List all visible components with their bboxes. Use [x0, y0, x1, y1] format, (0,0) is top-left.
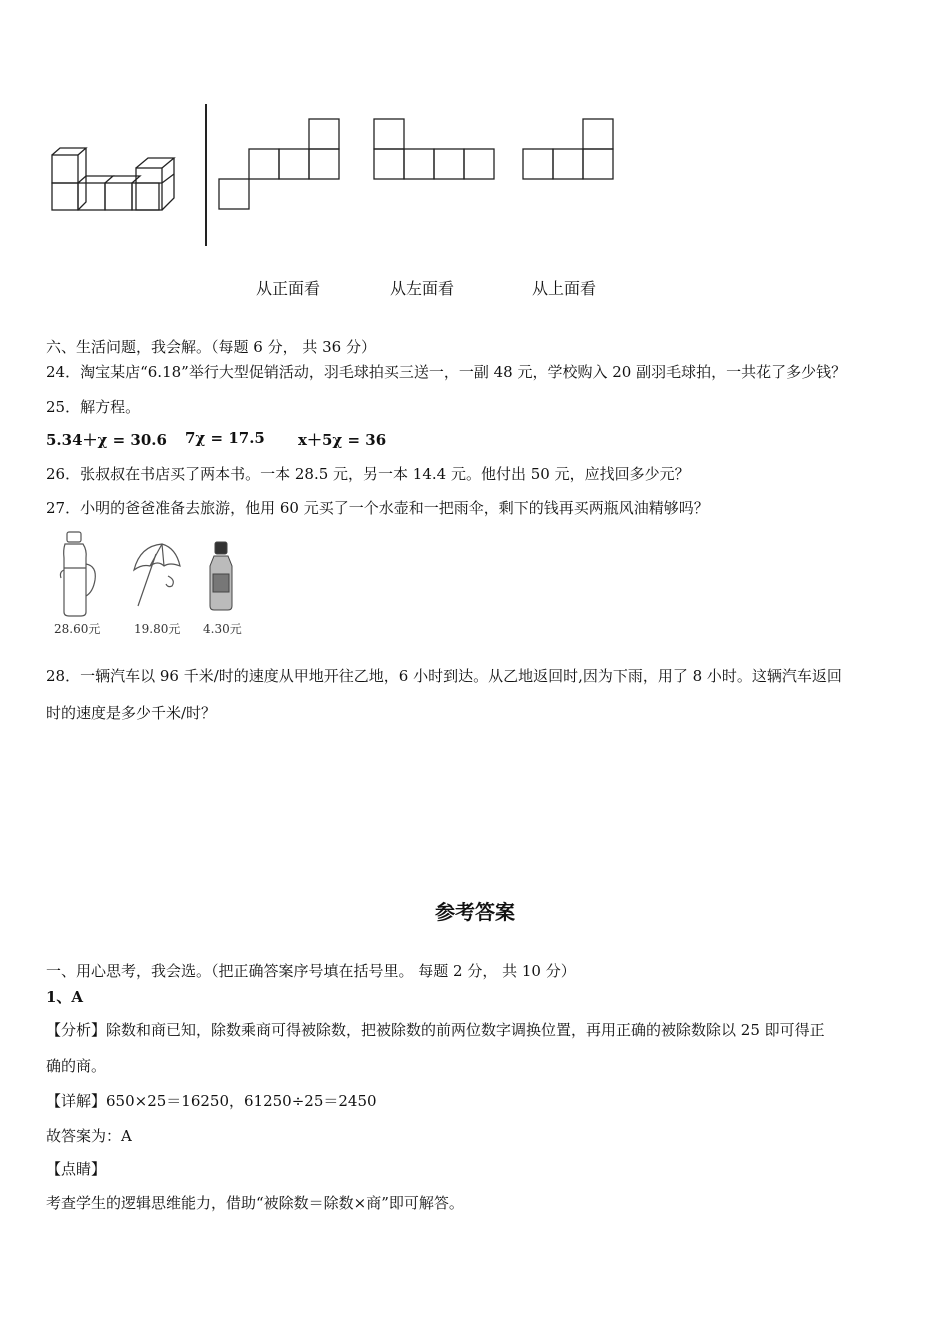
- question-26: 26．张叔叔在书店买了两本书。一本 28.5 元，另一本 14.4 元。他付出 50 元，应找回多少元？: [46, 465, 690, 483]
- top-view-grid: [521, 117, 615, 181]
- bottle-icon: [55, 530, 100, 618]
- question-28-line-2: 时的速度是多少千米/时？: [46, 704, 217, 722]
- analysis-line-1: 【分析】除数和商已知，除数乘商可得被除数，把被除数的前两位数字调换位置，再用正确的被除数除以 25 即可得正: [46, 1021, 825, 1039]
- umbrella-icon: [130, 540, 185, 612]
- detail: 【详解】650×25＝16250，61250÷25＝2450: [46, 1092, 377, 1110]
- caption-left-view: 从左面看: [390, 279, 455, 298]
- front-view-grid: [218, 117, 342, 211]
- equation-1: 5.34＋χ = 30.6: [46, 431, 167, 449]
- caption-top-view: 从上面看: [532, 279, 597, 298]
- equation-2: 7χ = 17.5: [185, 429, 265, 447]
- equation-3: x＋5χ = 36: [298, 431, 387, 449]
- question-25: 25．解方程。: [46, 398, 141, 416]
- analysis-line-2: 确的商。: [46, 1057, 107, 1075]
- tip-label: 【点睛】: [46, 1160, 107, 1178]
- answer-1: 1、A: [46, 988, 84, 1006]
- left-view-grid: [372, 117, 496, 181]
- figure-divider: [205, 104, 207, 246]
- cube-solid-figure: [48, 150, 188, 215]
- price-umbrella: 19.80元: [134, 622, 181, 636]
- tip-text: 考查学生的逻辑思维能力，借助“被除数＝除数×商”即可解答。: [46, 1194, 464, 1212]
- question-28-line-1: 28．一辆汽车以 96 千米/时的速度从甲地开往乙地，6 小时到达。从乙地返回时,因为下雨，用了 8 小时。这辆汽车返回: [46, 667, 842, 685]
- caption-front-view: 从正面看: [256, 279, 321, 298]
- price-oil-bottle: 4.30元: [203, 622, 242, 636]
- section-6-heading: 六、生活问题，我会解。（每题 6 分， 共 36 分）: [46, 338, 376, 356]
- answers-section-1-heading: 一、用心思考，我会选。（把正确答案序号填在括号里。 每题 2 分， 共 10 分）: [46, 962, 576, 980]
- price-bottle: 28.60元: [54, 622, 101, 636]
- answers-title: 参考答案: [435, 900, 515, 924]
- conclusion: 故答案为：A: [46, 1127, 132, 1145]
- question-24: 24．淘宝某店“6.18”举行大型促销活动，羽毛球拍买三送一，一副 48 元，学校购入 20 副羽毛球拍，一共花了多少钱？: [46, 363, 847, 381]
- question-27: 27．小明的爸爸准备去旅游，他用 60 元买了一个水壶和一把雨伞，剩下的钱再买两瓶风油精够吗？: [46, 499, 709, 517]
- oil-bottle-icon: [202, 540, 240, 612]
